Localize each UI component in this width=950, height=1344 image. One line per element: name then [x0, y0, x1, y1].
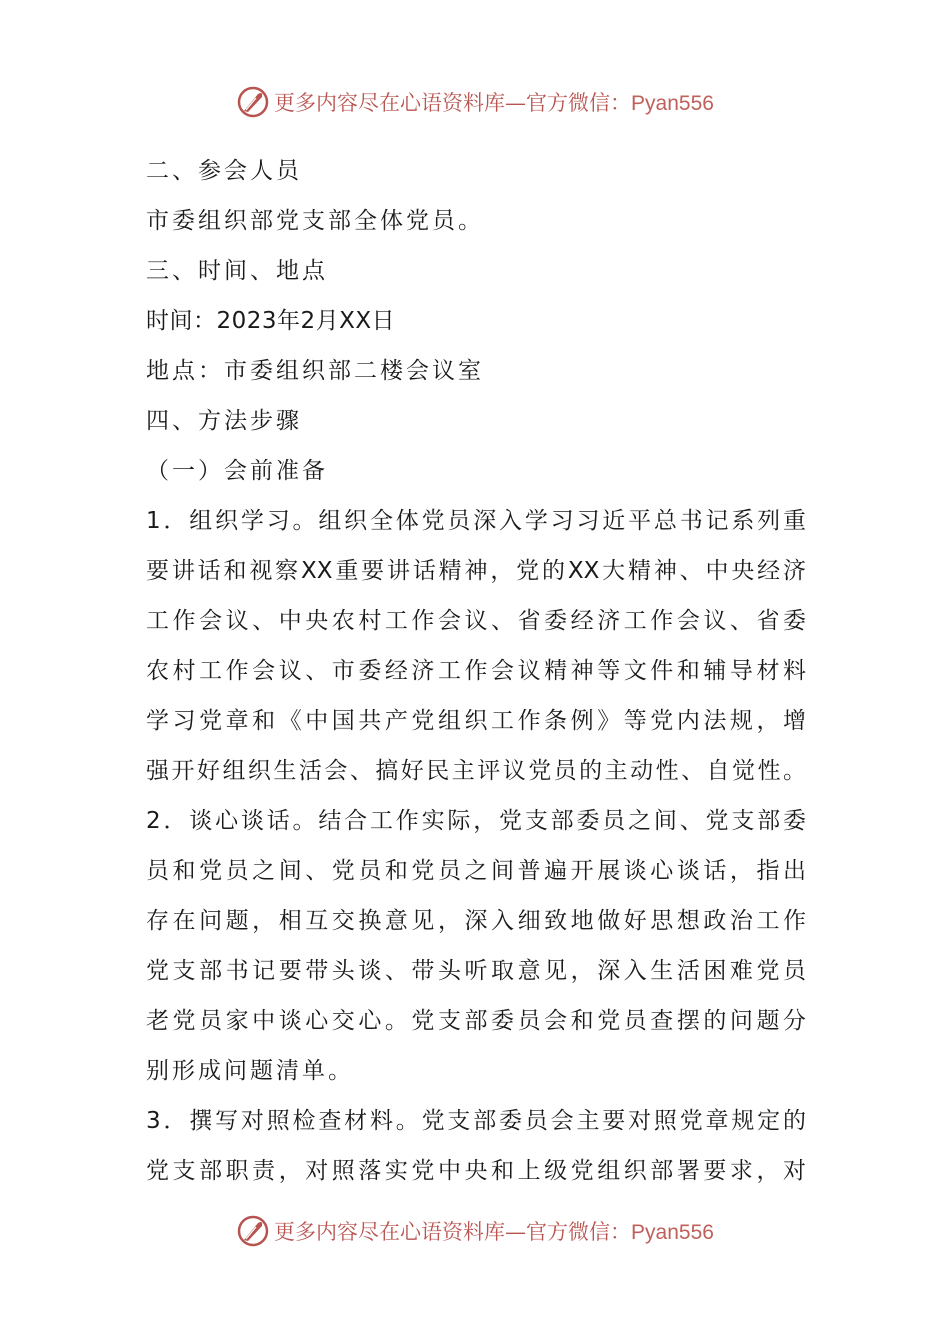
footer-watermark	[0, 1211, 950, 1251]
paragraph-line: 2．谈心谈话。结合工作实际，党支部委员之间、党支部委	[146, 808, 806, 834]
quill-logo-icon	[236, 1214, 270, 1248]
subsection-heading-preparation: （一）会前准备	[146, 458, 328, 484]
paragraph-line: 3．撰写对照检查材料。党支部委员会主要对照党章规定的	[146, 1108, 806, 1134]
wechat-id: Pyan556	[631, 1221, 714, 1244]
quill-logo-icon	[236, 85, 270, 119]
section-heading-methods: 四、方法步骤	[146, 408, 302, 434]
paragraph-line: 党支部职责，对照落实党中央和上级党组织部署要求，对	[146, 1158, 806, 1184]
paragraph-line: 工作会议、中央农村工作会议、省委经济工作会议、省委	[146, 608, 806, 634]
header-watermark	[0, 82, 950, 122]
place-text: 地点：市委组织部二楼会议室	[146, 358, 484, 384]
time-text: 时间：2023年2月XX日	[146, 308, 396, 334]
watermark-text: 更多内容尽在心语资料库—官方微信：Pyan556	[274, 1220, 714, 1244]
section-heading-attendees: 二、参会人员	[146, 158, 302, 184]
paragraph-line: 强开好组织生活会、搞好民主评议党员的主动性、自觉性。	[146, 758, 806, 784]
paragraph-line: 要讲话和视察XX重要讲话精神，党的XX大精神、中央经济	[146, 558, 806, 584]
paragraph-line: 农村工作会议、市委经济工作会议精神等文件和辅导材料	[146, 658, 806, 684]
section-heading-time-place: 三、时间、地点	[146, 258, 328, 284]
paragraph-line: 员和党员之间、党员和党员之间普遍开展谈心谈话，指出	[146, 858, 806, 884]
paragraph-line: 党支部书记要带头谈、带头听取意见，深入生活困难党员	[146, 958, 806, 984]
paragraph-line: 1．组织学习。组织全体党员深入学习习近平总书记系列重	[146, 508, 806, 534]
paragraph-line: 存在问题，相互交换意见，深入细致地做好思想政治工作	[146, 908, 806, 934]
attendees-text: 市委组织部党支部全体党员。	[146, 208, 484, 234]
document-body	[146, 146, 806, 1196]
paragraph-line: 学习党章和《中国共产党组织工作条例》等党内法规，增	[146, 708, 806, 734]
watermark-text: 更多内容尽在心语资料库—官方微信：Pyan556	[274, 91, 714, 115]
paragraph-line: 别形成问题清单。	[146, 1058, 354, 1084]
paragraph-line: 老党员家中谈心交心。党支部委员会和党员查摆的问题分	[146, 1008, 806, 1034]
wechat-id: Pyan556	[631, 92, 714, 115]
